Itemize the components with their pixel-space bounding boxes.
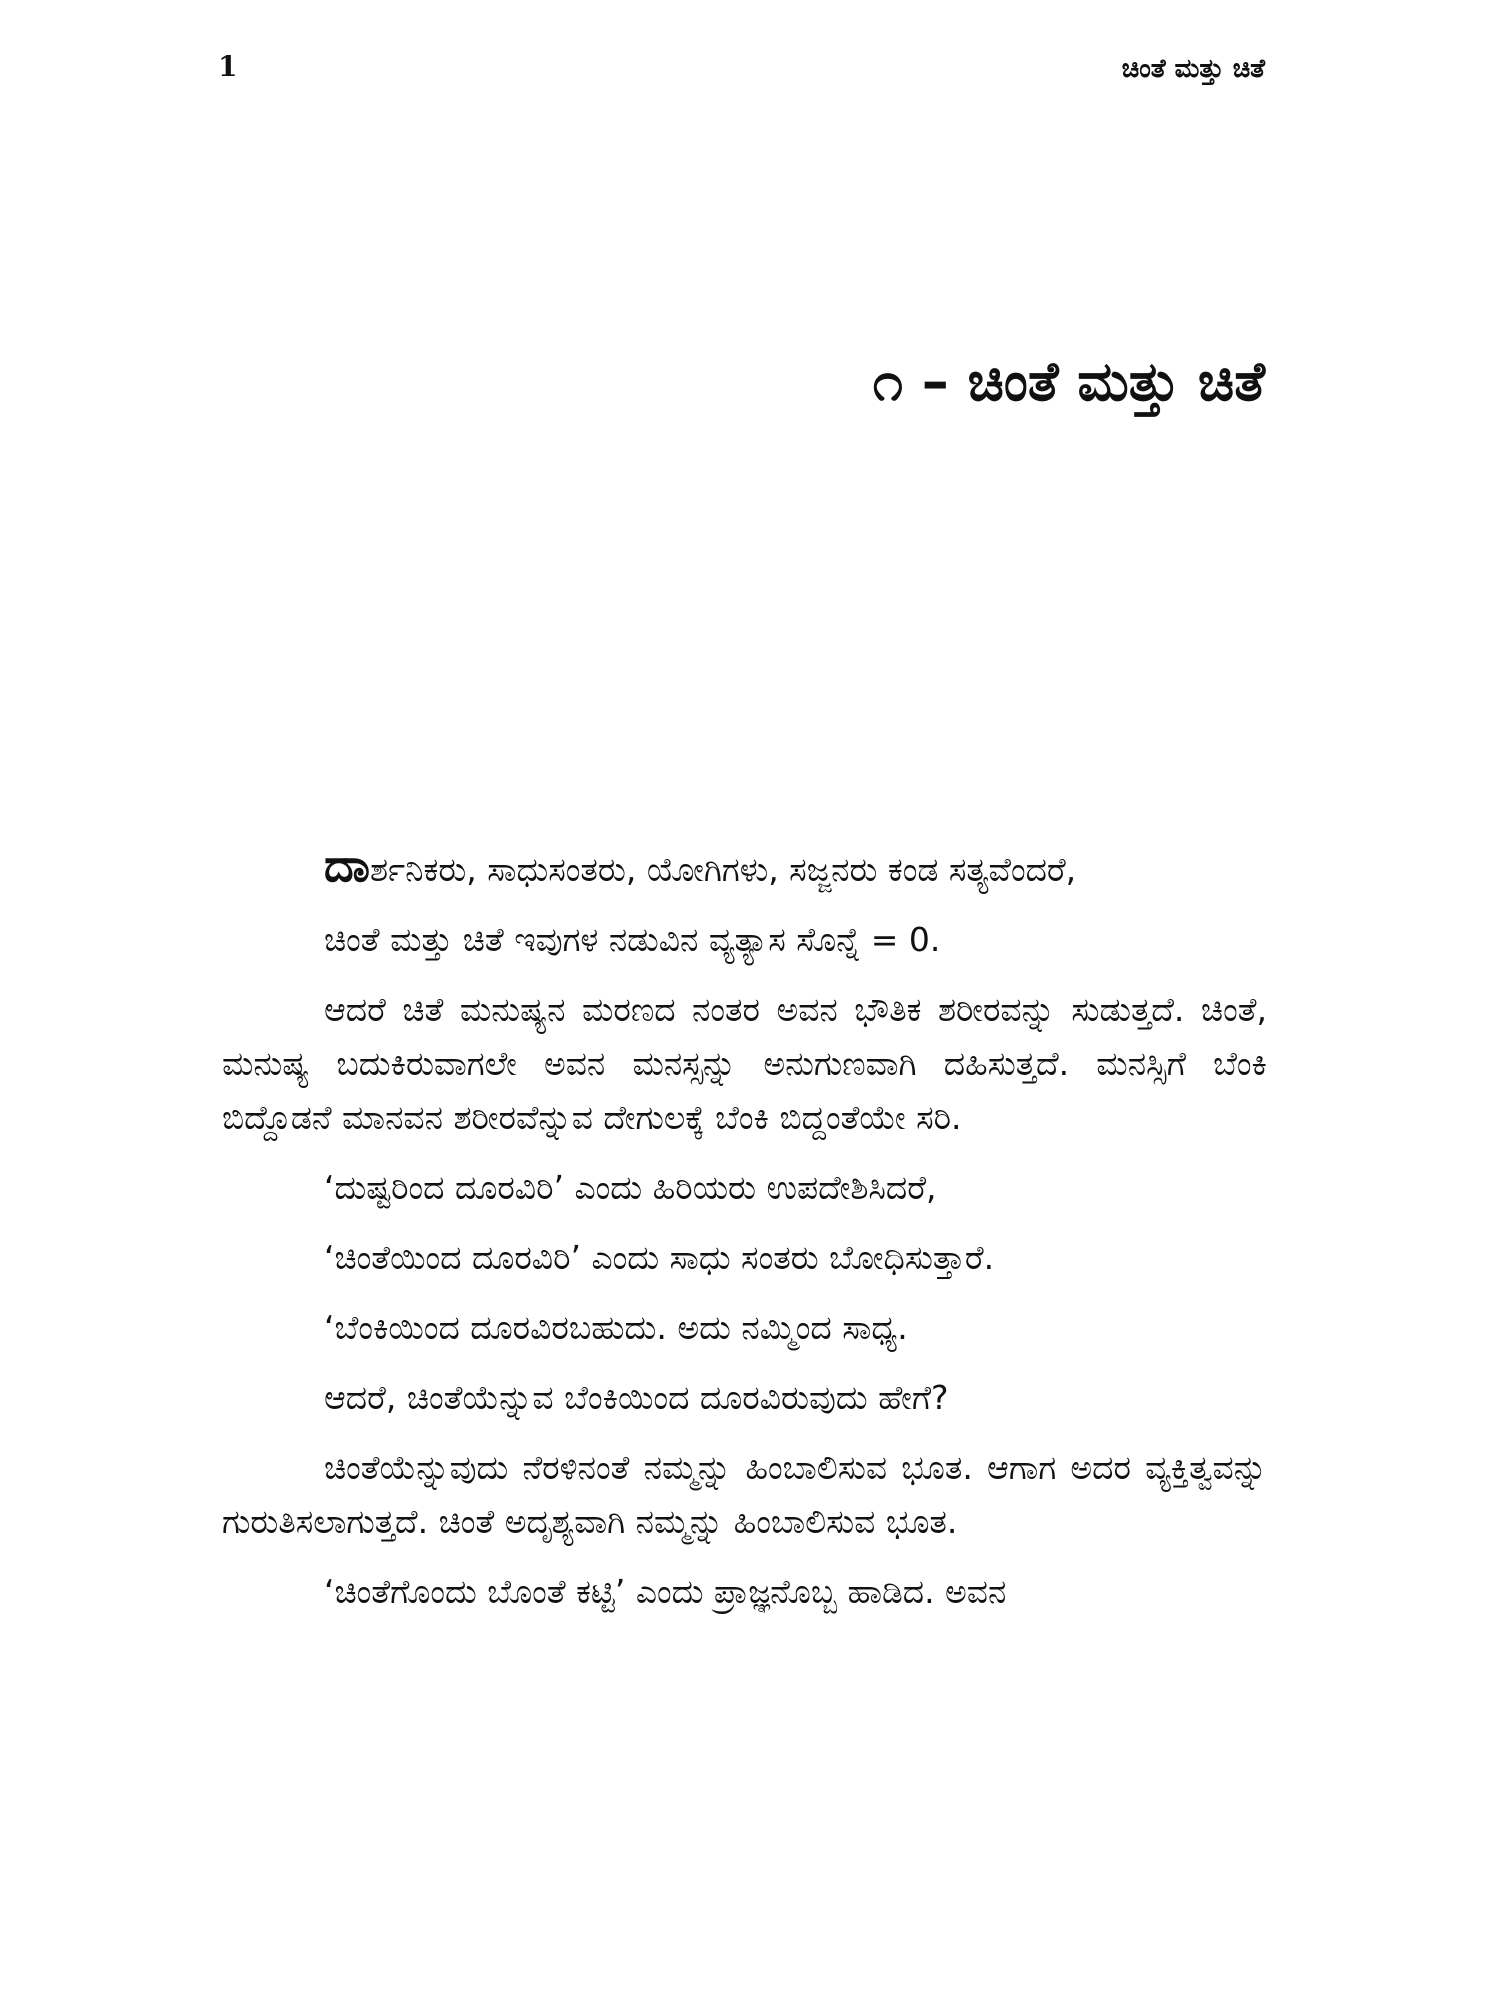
body-text <box>222 838 1267 1635</box>
paragraph-6: ‘ಬೆಂಕಿಯಿಂದ ದೂರವಿರಬಹುದು. ಅದು ನಮ್ಮಿಂದ ಸಾಧ್ಯ. <box>324 1308 908 1347</box>
paragraph-3: ಆದರೆ ಚಿತೆ ಮನುಷ್ಯನ ಮರಣದ ನಂತರ ಅವನ ಭೌತಿಕ ಶರೀರವನ್ನು ಸುಡುತ್ತದೆ. ಚಿಂತೆ, ಮನುಷ್ಯ ಬದುಕಿರುವಾಗಲೇ ಅವನ ಮನಸ್ಸನ್ನು ಅನುಗುಣವಾಗಿ ದಹಿಸುತ್ತದೆ. ಮನಸ್ಸಿಗೆ ಬೆಂಕಿ ಬಿದ್ದೊಡನೆ ಮಾನವನ ಶರೀರವೆನ್ನುವ ದೇಗುಲಕ್ಕೆ ಬೆಂಕಿ ಬಿದ್ದಂತೆಯೇ ಸರಿ. <box>222 990 1267 1137</box>
paragraph-2: ಚಿಂತೆ ಮತ್ತು ಚಿತೆ ಇವುಗಳ ನಡುವಿನ ವ್ಯತ್ಯಾಸ ಸೊನ್ನೆ = 0. <box>324 920 941 959</box>
paragraph-5: ‘ಚಿಂತೆಯಿಂದ ದೂರವಿರಿ’ ಎಂದು ಸಾಧು ಸಂತರು ಬೋಧಿಸುತ್ತಾರೆ. <box>324 1238 995 1277</box>
paragraph-4: ‘ದುಷ್ಟರಿಂದ ದೂರವಿರಿ’ ಎಂದು ಹಿರಿಯರು ಉಪದೇಶಿಸಿದರೆ, <box>324 1168 937 1207</box>
chapter-title: ೧ – ಚಿಂತೆ ಮತ್ತು ಚಿತೆ <box>872 350 1265 413</box>
paragraph-1 <box>222 838 1267 897</box>
running-title: ಚಿಂತೆ ಮತ್ತು ಚಿತೆ <box>1121 54 1265 84</box>
paragraph-9: ‘ಚಿಂತೆಗೊಂದು ಬೊಂತೆ ಕಟ್ಟಿ’ ಎಂದು ಪ್ರಾಜ್ಞನೊಬ್ಬ ಹಾಡಿದ. ಅವನ <box>324 1572 1007 1611</box>
page-number: 1 <box>218 50 238 83</box>
paragraph-7: ಆದರೆ, ಚಿಂತೆಯೆನ್ನುವ ಬೆಂಕಿಯಿಂದ ದೂರವಿರುವುದು ಹೇಗೆ? <box>324 1378 949 1417</box>
paragraph-8: ಚಿಂತೆಯೆನ್ನುವುದು ನೆರಳಿನಂತೆ ನಮ್ಮನ್ನು ಹಿಂಬಾಲಿಸುವ ಭೂತ. ಆಗಾಗ ಅದರ ವ್ಯಕ್ತಿತ್ವವನ್ನು ಗುರುತಿಸಲಾಗುತ್ತದೆ. ಚಿಂತೆ ಅದೃಶ್ಯವಾಗಿ ನಮ್ಮನ್ನು ಹಿಂಬಾಲಿಸುವ ಭೂತ. <box>222 1448 1267 1541</box>
paragraph-1-text: ರ್ಶನಿಕರು, ಸಾಧುಸಂತರು, ಯೋಗಿಗಳು, ಸಜ್ಜನರು ಕಂಡ ಸತ್ಯವೆಂದರೆ, <box>369 850 1077 889</box>
dropcap: ದಾ <box>324 838 370 892</box>
